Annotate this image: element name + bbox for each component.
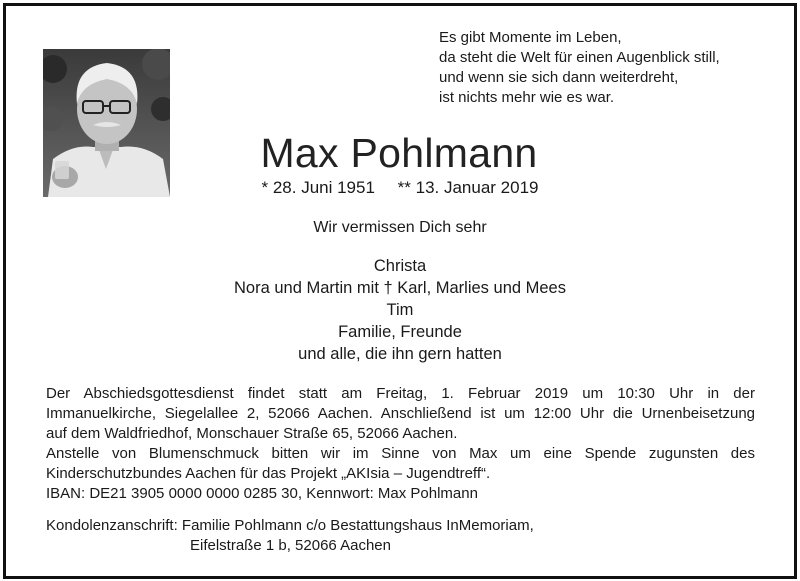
deceased-name-text: Max Pohlmann <box>260 130 538 176</box>
donation-line: IBAN: DE21 3905 0000 0000 0285 30, Kennwort: Max Pohlmann <box>46 485 478 502</box>
condolence-line: Kondolenzanschrift: Familie Pohlmann c/o Bestattungshaus InMemoriam, <box>46 517 534 534</box>
donation-line: Kinderschutzbundes Aachen für das Projekt „AKIsia – Jugendtreff“. <box>46 465 491 482</box>
service-line: Immanuelkirche, Siegelallee 2, 52066 Aachen. Anschließend ist um 12:00 Uhr die Urnenbeisetzung <box>46 405 755 422</box>
poem <box>439 28 759 108</box>
deceased-name <box>0 130 800 177</box>
poem-line: da steht die Welt für einen Augenblick still, <box>439 49 720 66</box>
donation-paragraph <box>46 444 755 504</box>
service-line: Der Abschiedsgottesdienst findet statt am Freitag, 1. Februar 2019 um 10:30 Uhr in der <box>46 385 755 402</box>
poem-line: ist nichts mehr wie es war. <box>439 89 615 106</box>
poem-line: und wenn sie sich dann weiterdreht, <box>439 69 679 86</box>
condolence-address <box>46 516 534 556</box>
birth-date: * 28. Juni 1951 <box>261 178 375 197</box>
mourners-list <box>0 255 800 365</box>
death-date: ** 13. Januar 2019 <box>397 178 539 197</box>
mourner-line: Familie, Freunde <box>338 323 462 341</box>
mourner-line: Tim <box>386 301 414 319</box>
miss-line: Wir vermissen Dich sehr <box>313 219 487 236</box>
donation-line: Anstelle von Blumenschmuck bitten wir im Sinne von Max um eine Spende zugunsten des <box>46 445 755 462</box>
condolence-line: Eifelstraße 1 b, 52066 Aachen <box>190 537 391 554</box>
mourner-line: Nora und Martin mit † Karl, Marlies und Mees <box>234 279 566 297</box>
poem-line: Es gibt Momente im Leben, <box>439 29 622 46</box>
mourner-line: Christa <box>373 257 427 275</box>
service-line: auf dem Waldfriedhof, Monschauer Straße 65, 52066 Aachen. <box>46 425 458 442</box>
life-dates <box>0 178 800 198</box>
mourner-line: und alle, die ihn gern hatten <box>298 345 502 363</box>
service-paragraph <box>46 384 755 444</box>
